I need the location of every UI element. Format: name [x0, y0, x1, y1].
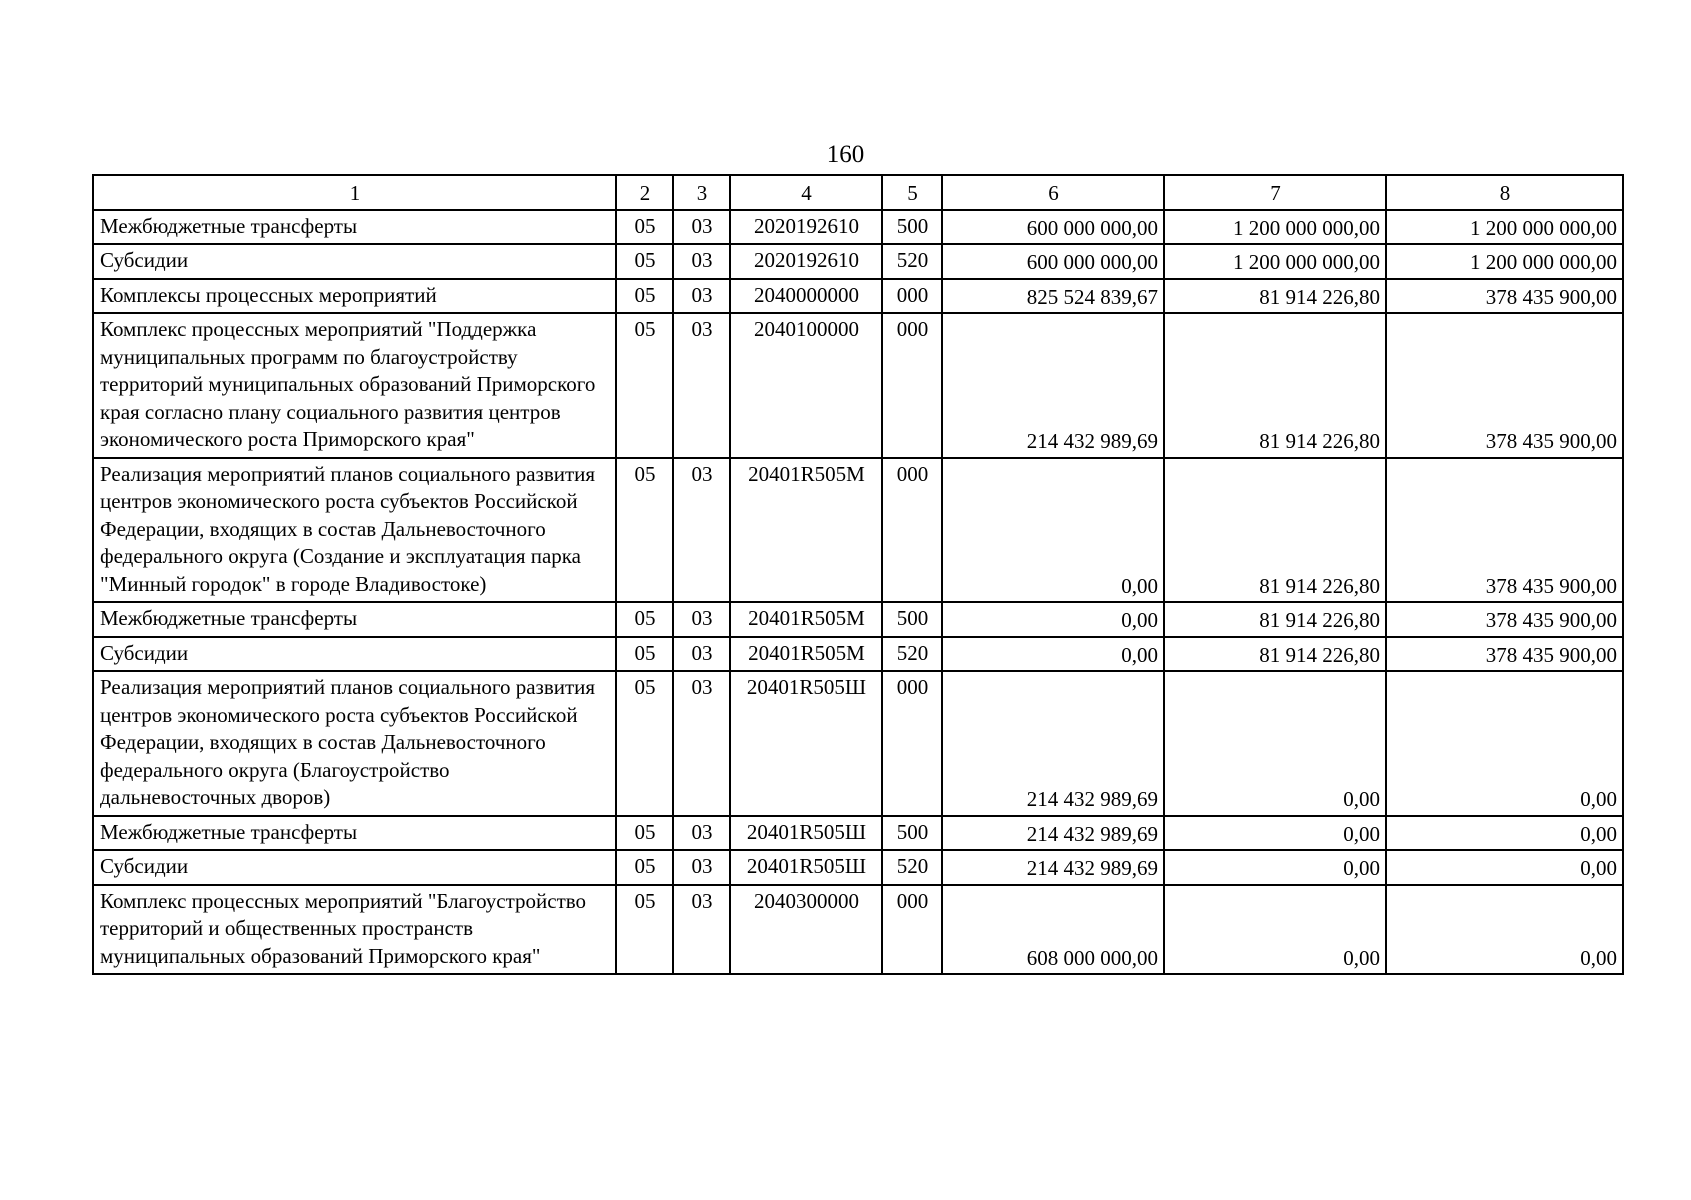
item-name-cell: Комплекс процессных мероприятий "Поддержка муниципальных программ по благоустройству территорий муниципальных образований Приморского края согласно плану социального развития центров экономического роста Приморского края": [93, 313, 616, 458]
section-code-cell: 05: [616, 210, 673, 245]
expense-type-cell: 520: [882, 637, 942, 672]
amount-cell: 214 432 989,69: [942, 671, 1164, 816]
item-name-cell: Субсидии: [93, 244, 616, 279]
page-number: 160: [826, 141, 865, 168]
amount-cell: 0,00: [942, 602, 1164, 637]
item-name-cell: Межбюджетные трансферты: [93, 602, 616, 637]
amount-cell: 825 524 839,67: [942, 279, 1164, 314]
section-code-cell: 05: [616, 244, 673, 279]
expense-type-cell: 500: [882, 602, 942, 637]
amount-cell: 378 435 900,00: [1386, 458, 1623, 603]
column-header: 3: [673, 175, 730, 210]
expense-type-cell: 000: [882, 313, 942, 458]
subsection-code-cell: 03: [673, 602, 730, 637]
subsection-code-cell: 03: [673, 210, 730, 245]
amount-cell: 214 432 989,69: [942, 313, 1164, 458]
amount-cell: 378 435 900,00: [1386, 637, 1623, 672]
table-row: [93, 671, 1623, 816]
section-code-cell: 05: [616, 313, 673, 458]
amount-cell: 600 000 000,00: [942, 244, 1164, 279]
amount-cell: 1 200 000 000,00: [1386, 210, 1623, 245]
amount-cell: 0,00: [1164, 850, 1386, 885]
target-article-cell: 2040000000: [730, 279, 882, 314]
column-header: 7: [1164, 175, 1386, 210]
target-article-cell: 20401R505M: [730, 637, 882, 672]
target-article-cell: 2040100000: [730, 313, 882, 458]
table-row: [93, 850, 1623, 885]
amount-cell: 0,00: [942, 637, 1164, 672]
expense-type-cell: 000: [882, 279, 942, 314]
section-code-cell: 05: [616, 458, 673, 603]
column-header: 4: [730, 175, 882, 210]
table-row: [93, 602, 1623, 637]
table-row: [93, 885, 1623, 975]
section-code-cell: 05: [616, 279, 673, 314]
item-name-cell: Реализация мероприятий планов социального развития центров экономического роста субъектов Российской Федерации, входящих в состав Дальневосточного федерального округа (Создание и эксплуатация парка "Минный городок" в городе Владивостоке): [93, 458, 616, 603]
target-article-cell: 20401R505Ш: [730, 671, 882, 816]
column-header: 2: [616, 175, 673, 210]
table-row: [93, 313, 1623, 458]
expense-type-cell: 500: [882, 816, 942, 851]
expense-type-cell: 000: [882, 671, 942, 816]
item-name-cell: Субсидии: [93, 637, 616, 672]
target-article-cell: 2040300000: [730, 885, 882, 975]
expense-type-cell: 520: [882, 244, 942, 279]
item-name-cell: Межбюджетные трансферты: [93, 210, 616, 245]
column-header: 8: [1386, 175, 1623, 210]
table-row: [93, 210, 1623, 245]
target-article-cell: 2020192610: [730, 244, 882, 279]
target-article-cell: 2020192610: [730, 210, 882, 245]
column-header: 5: [882, 175, 942, 210]
budget-table: [92, 174, 1624, 975]
amount-cell: 214 432 989,69: [942, 816, 1164, 851]
item-name-cell: Субсидии: [93, 850, 616, 885]
amount-cell: 0,00: [1386, 816, 1623, 851]
section-code-cell: 05: [616, 885, 673, 975]
subsection-code-cell: 03: [673, 458, 730, 603]
table-row: [93, 637, 1623, 672]
subsection-code-cell: 03: [673, 279, 730, 314]
amount-cell: 0,00: [942, 458, 1164, 603]
subsection-code-cell: 03: [673, 671, 730, 816]
amount-cell: 378 435 900,00: [1386, 313, 1623, 458]
expense-type-cell: 520: [882, 850, 942, 885]
section-code-cell: 05: [616, 816, 673, 851]
amount-cell: 0,00: [1164, 671, 1386, 816]
amount-cell: 0,00: [1164, 816, 1386, 851]
item-name-cell: Комплекс процессных мероприятий "Благоустройство территорий и общественных пространств муниципальных образований Приморского края": [93, 885, 616, 975]
section-code-cell: 05: [616, 850, 673, 885]
amount-cell: 0,00: [1386, 885, 1623, 975]
subsection-code-cell: 03: [673, 885, 730, 975]
amount-cell: 81 914 226,80: [1164, 637, 1386, 672]
amount-cell: 1 200 000 000,00: [1164, 210, 1386, 245]
header-row: [93, 175, 1623, 210]
subsection-code-cell: 03: [673, 313, 730, 458]
amount-cell: 378 435 900,00: [1386, 602, 1623, 637]
expense-type-cell: 000: [882, 458, 942, 603]
amount-cell: 81 914 226,80: [1164, 602, 1386, 637]
table-row: [93, 244, 1623, 279]
amount-cell: 1 200 000 000,00: [1164, 244, 1386, 279]
amount-cell: 0,00: [1386, 850, 1623, 885]
subsection-code-cell: 03: [673, 244, 730, 279]
amount-cell: 81 914 226,80: [1164, 458, 1386, 603]
subsection-code-cell: 03: [673, 816, 730, 851]
target-article-cell: 20401R505Ш: [730, 850, 882, 885]
item-name-cell: Межбюджетные трансферты: [93, 816, 616, 851]
subsection-code-cell: 03: [673, 850, 730, 885]
amount-cell: 608 000 000,00: [942, 885, 1164, 975]
amount-cell: 600 000 000,00: [942, 210, 1164, 245]
amount-cell: 0,00: [1164, 885, 1386, 975]
amount-cell: 214 432 989,69: [942, 850, 1164, 885]
amount-cell: 0,00: [1386, 671, 1623, 816]
expense-type-cell: 500: [882, 210, 942, 245]
table-row: [93, 816, 1623, 851]
column-header: 6: [942, 175, 1164, 210]
column-header: 1: [93, 175, 616, 210]
expense-type-cell: 000: [882, 885, 942, 975]
section-code-cell: 05: [616, 602, 673, 637]
amount-cell: 81 914 226,80: [1164, 313, 1386, 458]
item-name-cell: Реализация мероприятий планов социального развития центров экономического роста субъектов Российской Федерации, входящих в состав Дальневосточного федерального округа (Благоустройство дальневосточных дворов): [93, 671, 616, 816]
section-code-cell: 05: [616, 671, 673, 816]
table-row: [93, 279, 1623, 314]
table-row: [93, 458, 1623, 603]
target-article-cell: 20401R505Ш: [730, 816, 882, 851]
amount-cell: 81 914 226,80: [1164, 279, 1386, 314]
amount-cell: 378 435 900,00: [1386, 279, 1623, 314]
section-code-cell: 05: [616, 637, 673, 672]
target-article-cell: 20401R505M: [730, 602, 882, 637]
subsection-code-cell: 03: [673, 637, 730, 672]
amount-cell: 1 200 000 000,00: [1386, 244, 1623, 279]
item-name-cell: Комплексы процессных мероприятий: [93, 279, 616, 314]
target-article-cell: 20401R505M: [730, 458, 882, 603]
